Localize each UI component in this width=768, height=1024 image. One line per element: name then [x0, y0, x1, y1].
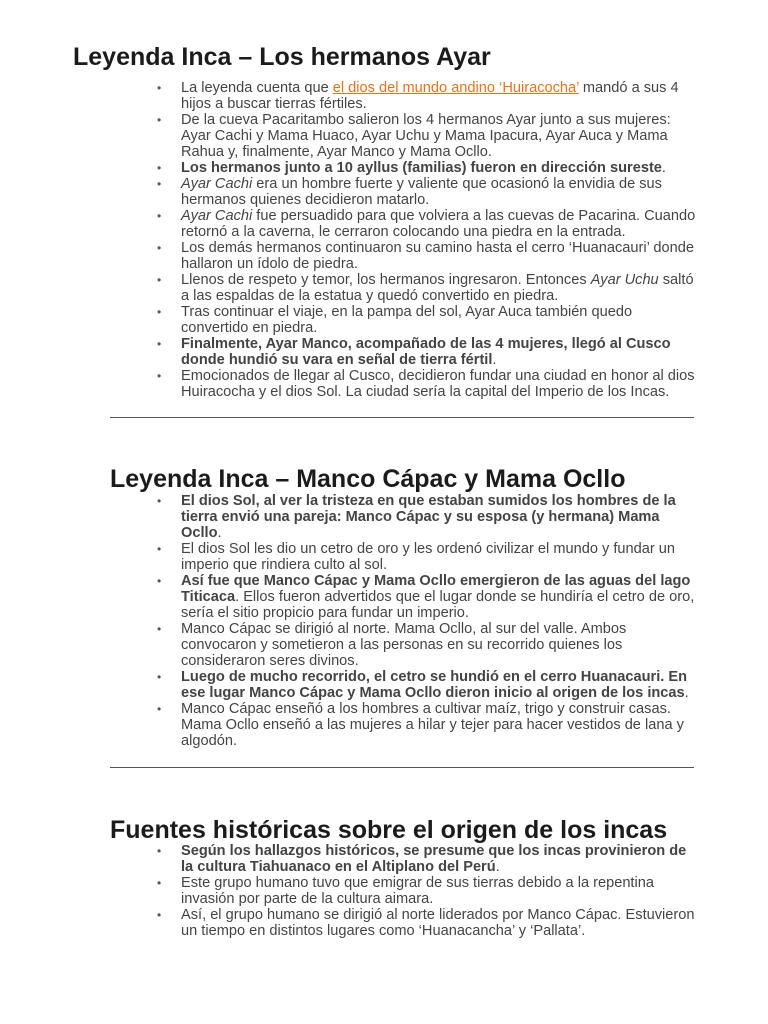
section-title-manco-capac: Leyenda Inca – Manco Cápac y Mama Ocllo	[110, 465, 626, 493]
list-item: • Según los hallazgos históricos, se presume que los incas provinieron de la cultura Tiahuanaco en el Altiplano del Perú.	[181, 843, 701, 875]
manco-capac-list	[181, 493, 701, 749]
list-item: • Manco Cápac se dirigió al norte. Mama Ocllo, al sur del valle. Ambos convocaron y sometieron a las personas en su recorrido quienes los consideraron seres divinos.	[181, 621, 701, 669]
list-item: • Ayar Cachi era un hombre fuerte y valiente que ocasionó la envidia de sus hermanos quienes decidieron matarlo.	[181, 176, 701, 208]
section-divider	[110, 767, 694, 768]
list-item: • Así, el grupo humano se dirigió al norte liderados por Manco Cápac. Estuvieron un tiempo en distintos lugares como ‘Huanacancha’ y ‘Pallata’.	[181, 907, 701, 939]
list-item: • De la cueva Pacaritambo salieron los 4 hermanos Ayar junto a sus mujeres: Ayar Cachi y Mama Huaco, Ayar Uchu y Mama Ipacura, Ayar Auca y Mama Rahua y, finalmente, Ayar Manco y Mama Ocllo.	[181, 112, 701, 160]
list-item: • Este grupo humano tuvo que emigrar de sus tierras debido a la repentina invasión por parte de la cultura aimara.	[181, 875, 701, 907]
list-item: • Finalmente, Ayar Manco, acompañado de las 4 mujeres, llegó al Cusco donde hundió su vara en señal de tierra fértil.	[181, 336, 701, 368]
fuentes-historicas-list	[181, 843, 701, 939]
list-item: • Emocionados de llegar al Cusco, decidieron fundar una ciudad en honor al dios Huiracocha y el dios Sol. La ciudad sería la capital del Imperio de los Incas.	[181, 368, 701, 400]
list-item: • Luego de mucho recorrido, el cetro se hundió en el cerro Huanacauri. En ese lugar Manco Cápac y Mama Ocllo dieron inicio al origen de los incas.	[181, 669, 701, 701]
huiracocha-link[interactable]: el dios del mundo andino ‘Huiracocha’	[332, 80, 579, 96]
hermanos-ayar-list	[181, 80, 701, 400]
list-item: • Los demás hermanos continuaron su camino hasta el cerro ‘Huanacauri’ donde hallaron un ídolo de piedra.	[181, 240, 701, 272]
list-item: • Manco Cápac enseñó a los hombres a cultivar maíz, trigo y construir casas. Mama Ocllo enseñó a las mujeres a hilar y tejer para hacer vestidos de lana y algodón.	[181, 701, 701, 749]
section-title-fuentes-historicas: Fuentes históricas sobre el origen de los incas	[110, 816, 668, 844]
list-item: • Llenos de respeto y temor, los hermanos ingresaron. Entonces Ayar Uchu saltó a las espaldas de la estatua y quedó convertido en piedra.	[181, 272, 701, 304]
list-item: • Así fue que Manco Cápac y Mama Ocllo emergieron de las aguas del lago Titicaca. Ellos fueron advertidos que el lugar donde se hundiría el cetro de oro, sería el sitio propicio para fundar un imperio.	[181, 573, 701, 621]
list-item: • El dios Sol les dio un cetro de oro y les ordenó civilizar el mundo y fundar un imperio que rindiera culto al sol.	[181, 541, 701, 573]
list-item: • Los hermanos junto a 10 ayllus (familias) fueron en dirección sureste.	[181, 160, 701, 176]
section-divider	[110, 417, 694, 418]
list-item: • La leyenda cuenta que el dios del mundo andino ‘Huiracocha’ mandó a sus 4 hijos a buscar tierras fértiles.	[181, 80, 701, 112]
list-item: • Tras continuar el viaje, en la pampa del sol, Ayar Auca también quedo convertido en piedra.	[181, 304, 701, 336]
section-title-hermanos-ayar: Leyenda Inca – Los hermanos Ayar	[73, 43, 491, 71]
list-item: • El dios Sol, al ver la tristeza en que estaban sumidos los hombres de la tierra envió una pareja: Manco Cápac y su esposa (y hermana) Mama Ocllo.	[181, 493, 701, 541]
list-item: • Ayar Cachi fue persuadido para que volviera a las cuevas de Pacarina. Cuando retornó a la caverna, le cerraron colocando una piedra en la entrada.	[181, 208, 701, 240]
